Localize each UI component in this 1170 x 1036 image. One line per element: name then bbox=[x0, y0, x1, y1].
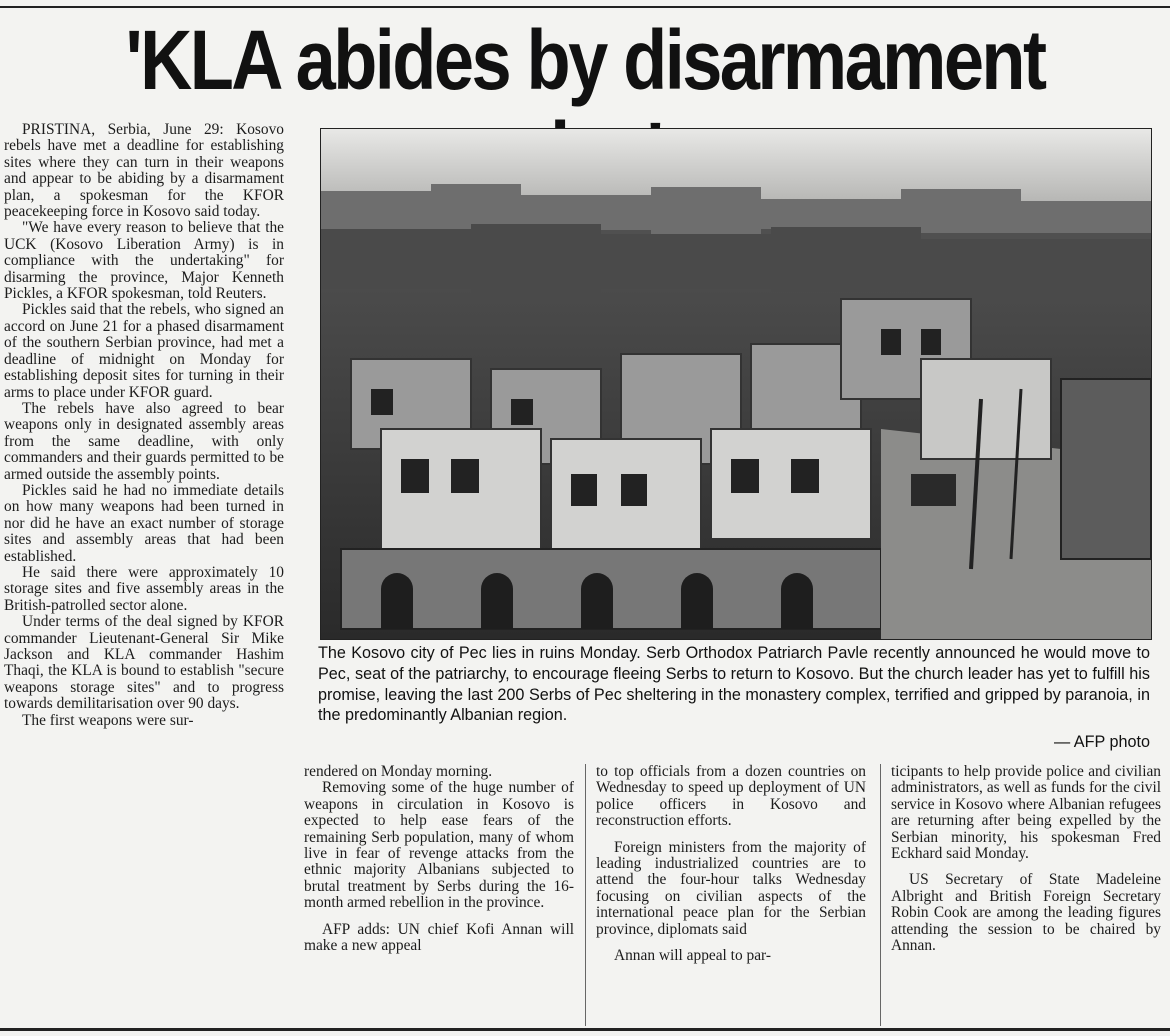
paragraph: US Secretary of State Madeleine Albright and British Foreign Secretary Robin Cook are among the leading figures attending the session to be chaired by Annan. bbox=[891, 871, 1161, 955]
bottom-rule bbox=[0, 1028, 1170, 1031]
article-column-3 bbox=[596, 764, 866, 964]
news-photo bbox=[320, 128, 1152, 640]
article-column-2 bbox=[304, 764, 574, 954]
photo-caption: The Kosovo city of Pec lies in ruins Monday. Serb Orthodox Patriarch Pavle recently announced he would move to Pec, seat of the patriarchy, to encourage fleeing Serbs to return to Kosovo. But the church leader has yet to fulfill his promise, leaving the last 200 Serbs of Pec sheltering in the monastery complex, terrified and gripped by paranoia, in the predominantly Albanian region. bbox=[318, 644, 1150, 725]
article-column-4 bbox=[891, 764, 1161, 954]
paragraph: Under terms of the deal signed by KFOR commander Lieutenant-General Sir Mike Jackson and KLA commander Hashim Thaqi, the KLA is bound to establish "secure weapons storage sites" and to progress towards demilitarisation over 90 days. bbox=[4, 613, 284, 713]
paragraph: Pickles said that the rebels, who signed an accord on June 21 for a phased disarmament of the southern Serbian province, had met a deadline of midnight on Monday for establishing deposit sites for turning in their arms to place under KFOR guard. bbox=[4, 301, 284, 401]
paragraph: ticipants to help provide police and civilian administrators, as well as funds for the civil service in Kosovo where Albanian refugees are returning after being expelled by the Serbian minority, his spokesman Fred Eckhard said Monday. bbox=[891, 763, 1161, 863]
paragraph: He said there were approximately 10 storage sites and five assembly areas in the British-patrolled sector alone. bbox=[4, 563, 284, 614]
paragraph: to top officials from a dozen countries on Wednesday to speed up deployment of UN police officers in Kosovo and reconstruction efforts. bbox=[596, 763, 866, 830]
paragraph: The rebels have also agreed to bear weapons only in designated assembly areas from the same deadline, with only commanders and their guards permitted to be armed outside the assembly points. bbox=[4, 399, 284, 483]
paragraph: "We have every reason to believe that the UCK (Kosovo Liberation Army) is in compliance with the undertaking" for disarming the province, Major Kenneth Pickles, a KFOR spokesman, told Reuters. bbox=[4, 219, 284, 303]
top-rule bbox=[0, 6, 1170, 8]
paragraph: The first weapons were sur- bbox=[22, 711, 194, 729]
paragraph: Removing some of the huge number of weapons in circulation in Kosovo is expected to help ease fears of the remaining Serb population, many of whom live in fear of revenge attacks from the ethnic majority Albanians subjected to brutal treatment by Serbs during the 16-month armed rebellion in the province. bbox=[304, 779, 574, 912]
column-divider bbox=[585, 764, 586, 1026]
headline: 'KLA abides by disarmament bbox=[125, 13, 1045, 107]
paragraph: Pickles said he had no immediate details on how many weapons had been turned in nor did he have an exact number of storage sites and assembly areas that had been established. bbox=[4, 481, 284, 565]
photo-credit: — AFP photo bbox=[1054, 733, 1150, 751]
article-column-1 bbox=[4, 122, 284, 729]
paragraph: Annan will appeal to par- bbox=[614, 947, 771, 965]
paragraph: Foreign ministers from the majority of leading industrialized countries are to attend the four-hour talks Wednesday focusing on civilian aspects of the international peace plan for the Serbian province, diplomats said bbox=[596, 838, 866, 938]
paragraph: AFP adds: UN chief Kofi Annan will make a new appeal bbox=[304, 920, 574, 955]
paragraph: rendered on Monday morning. bbox=[304, 763, 493, 780]
column-divider bbox=[880, 764, 881, 1026]
paragraph: PRISTINA, Serbia, June 29: Kosovo rebels have met a deadline for establishing sites where they can turn in their weapons and appear to be abiding by a disarmament plan, a spokesman for the KFOR peacekeeping force in Kosovo said today. bbox=[4, 121, 284, 221]
